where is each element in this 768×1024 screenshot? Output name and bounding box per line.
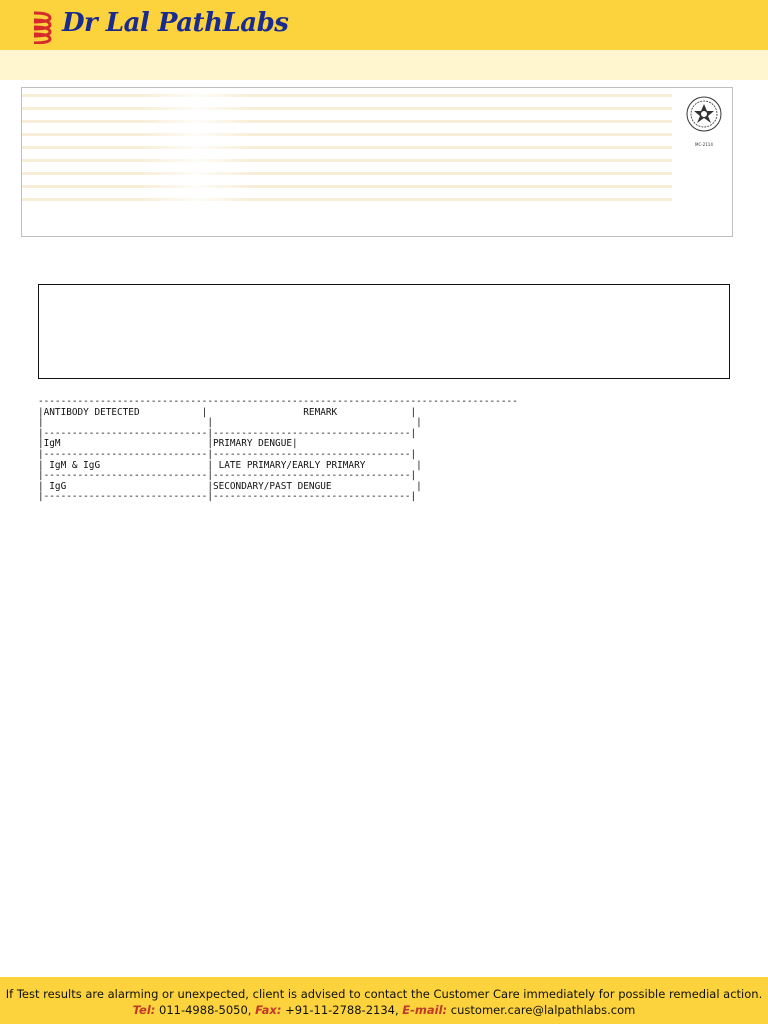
table-line: |-----------------------------|-----------------------------------|	[38, 491, 417, 503]
email-value: customer.care@lalpathlabs.com	[447, 1003, 636, 1017]
table-line: |-----------------------------|-----------------------------------|	[38, 470, 417, 482]
table-row: |IgM |PRIMARY DENGUE|	[38, 438, 298, 450]
header-band	[0, 0, 768, 50]
table-header-row: |ANTIBODY DETECTED | REMARK |	[38, 406, 417, 418]
table-line: |-----------------------------|-----------------------------------|	[38, 427, 417, 439]
patient-details-box	[21, 87, 733, 237]
fax-label: Fax:	[255, 1003, 282, 1017]
footer-advisory: If Test results are alarming or unexpected, client is advised to contact the Customer Care immediately for possible remedial action.	[5, 987, 763, 1001]
tel-value: 011-4988-5050,	[155, 1003, 256, 1017]
table-line: |-----------------------------|-----------------------------------|	[38, 448, 417, 460]
tel-label: Tel:	[132, 1003, 156, 1017]
accreditation-seal-icon	[684, 94, 724, 142]
fax-value: +91-11-2788-2134,	[281, 1003, 403, 1017]
antibody-remark-table	[38, 397, 518, 503]
email-label: E-mail:	[402, 1003, 448, 1017]
sub-header-band	[0, 50, 768, 80]
table-row: | IgM & IgG | LATE PRIMARY/EARLY PRIMARY |	[38, 459, 422, 471]
lalpathlabs-logo-icon	[30, 10, 54, 44]
table-row: | IgG |SECONDARY/PAST DENGUE |	[38, 480, 422, 492]
seal-label: MC-2114	[695, 142, 713, 147]
table-line: | | |	[38, 417, 422, 429]
result-box	[38, 284, 730, 379]
brand-name: Dr Lal PathLabs	[62, 8, 289, 38]
table-line: -------------------------------------------------------------------------------------	[38, 396, 518, 407]
watermark-blank-area	[22, 206, 732, 236]
footer-contact	[0, 1003, 768, 1017]
